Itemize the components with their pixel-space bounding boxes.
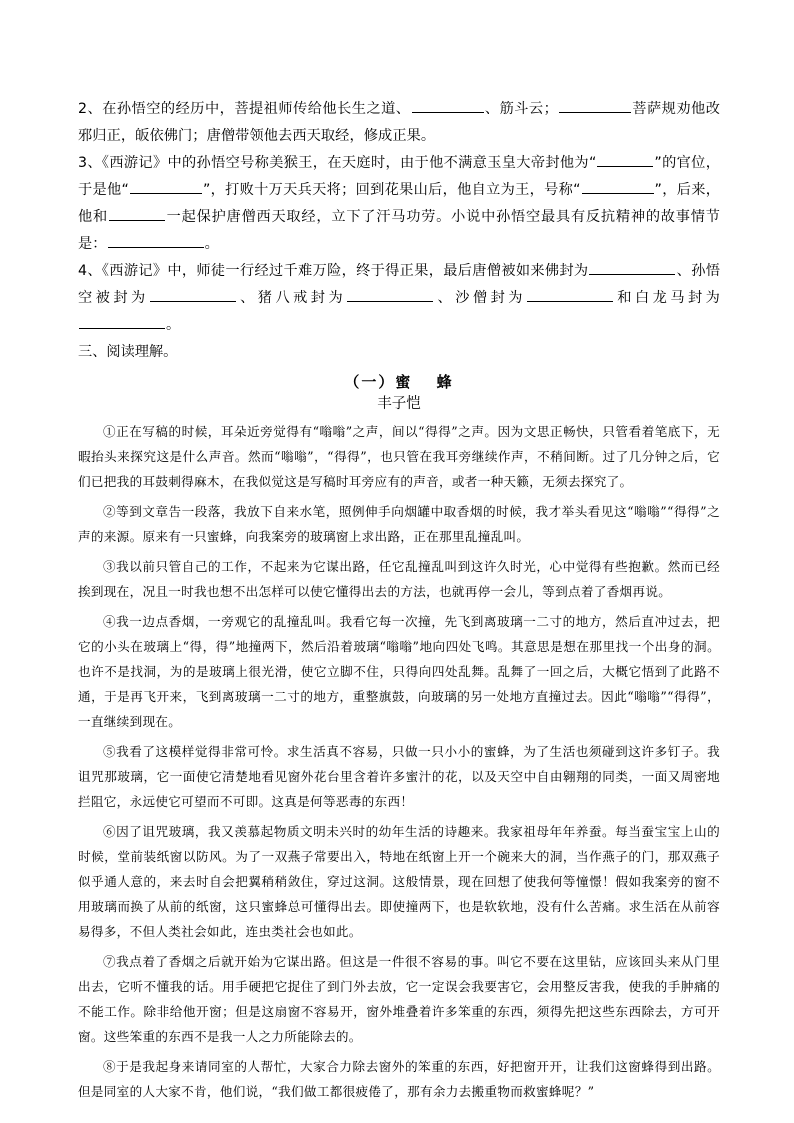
article-paragraph: ①正在写稿的时候，耳朵近旁觉得有“嗡嗡”之声，间以“得得”之声。因为文思正畅快，只管看着笔底下，无暇抬头来探究这是什么声音。然而“嗡嗡”，“得得”，也只管在我耳旁继续作声，不稍间断。过了几分钟之后，它们已把我的耳鼓刺得麻木，在我似觉这是写稿时耳旁应有的声音，或者一种天籁，无须去探究了。	[78, 424, 720, 489]
article-paragraph: ⑥因了诅咒玻璃，我又羡慕起物质文明未兴时的幼年生活的诗趣来。我家祖母年年养蚕。每当蚕宝宝上山的时候，堂前装纸窗以防风。为了一双燕子常要出入，特地在纸窗上开一个碗来大的洞，当作燕子的门，那双燕子似乎通人意的，来去时自会把翼稍稍敛住，穿过这洞。这般情景，现在回想了使我何等憧憬！假如我案旁的窗不用玻璃而换了从前的纸窗，这只蜜蜂总可懂得出去。即使撞两下，也是软软地，没有什么苦痛。求生活在从前容易得多，不但人类社会如此，连虫类社会也如此。	[78, 824, 720, 939]
answer-blank[interactable]	[412, 96, 484, 113]
question-2	[78, 96, 720, 150]
question-3-text-b: ”的官位，于是他“	[78, 155, 720, 198]
question-4-text-a: 4、《西游记》中，师徒一行经过千难万险，终于得正果，最后唐僧被如来佛封为	[78, 263, 589, 279]
question-3	[78, 150, 720, 258]
article-paragraph: ⑤我看了这模样觉得非常可怜。求生活真不容易，只做一只小小的蜜蜂，为了生活也须碰到这许多钉子。我诅咒那玻璃，它一面使它清楚地看见窗外花台里含着许多蜜汁的花，以及天空中自由翱翔的同类，一面又周密地拦阻它，永远使它可望而不可即。这真是何等恶毒的东西！	[78, 744, 720, 809]
question-4-text-d: 、沙僧封为	[434, 290, 526, 306]
question-4-text-b: 、孙悟空被封为	[78, 263, 720, 306]
answer-blank[interactable]	[150, 285, 236, 302]
question-3-text-f: 。	[204, 236, 219, 252]
question-4	[78, 258, 720, 339]
article-paragraph: ④我一边点香烟，一旁观它的乱撞乱叫。我看它每一次撞，先飞到离玻璃一二寸的地方，然后直冲过去，把它的小头在玻璃上“得，得”地撞两下，然后沿着玻璃“嗡嗡”地向四处飞鸣。其意思是想在那里找一个出身的洞。也许不是找洞，为的是玻璃上很光滑，使它立脚不住，只得向四处乱舞。乱舞了一回之后，大概它悟到了此路不通，于是再飞开来，飞到离玻璃一二寸的地方，重整旗鼓，向玻璃的另一处地方直撞过去。因此“嗡嗡”“得得”，一直继续到现在。	[78, 614, 720, 729]
answer-blank[interactable]	[597, 150, 653, 167]
answer-blank[interactable]	[130, 177, 202, 194]
section-heading: 三、阅读理解。	[78, 344, 178, 360]
document-page	[78, 96, 720, 1109]
article-paragraph: ⑦我点着了香烟之后就开始为它谋出路。但这是一件很不容易的事。叫它不要在这里钻，应该回头来从门里出去，它听不懂我的话。用手硬把它捉住了到门外去放，它一定误会我要害它，会用整反害我，使我的手肿痛的不能工作。除非给他开窗；但是这扇窗不容易开，窗外堆叠着许多笨重的东西，须得先把这些东西除去，方可开窗。这些笨重的东西不是我一人之力所能除去的。	[78, 954, 720, 1044]
article-title: （一）蜜 蜂	[344, 373, 454, 391]
question-3-text-d: ”，后来，他和	[78, 182, 720, 225]
answer-blank[interactable]	[527, 285, 613, 302]
question-4-text-f: 。	[166, 317, 181, 333]
article-paragraph: ⑧于是我起身来请同室的人帮忙，大家合力除去窗外的笨重的东西，好把窗开开，让我们这窗蜂得到出路。但是同室的人大家不肯，他们说，“我们做工都很疲倦了，那有余力去搬重物而救蜜蜂呢？”	[78, 1059, 720, 1099]
article-paragraph: ②等到文章告一段落，我放下自来水笔，照例伸手向烟罐中取香烟的时候，我才举头看见这“嗡嗡”“得得”之声的来源。原来有一只蜜蜂，向我案旁的玻璃窗上求出路，正在那里乱撞乱叫。	[78, 504, 720, 544]
question-4-text-c: 、猪八戒封为	[236, 290, 347, 306]
question-3-text-e: 一起保护唐僧西天取经，立下了汗马功劳。小说中孙悟空最具有反抗精神的故事情节是：	[78, 209, 721, 252]
answer-blank[interactable]	[79, 312, 165, 329]
question-2-text-a: 2、在孙悟空的经历中，菩提祖师传给他长生之道、	[78, 101, 411, 117]
answer-blank[interactable]	[589, 258, 675, 275]
answer-blank[interactable]	[582, 177, 654, 194]
question-4-text-e: 和白龙马封为	[613, 290, 720, 306]
answer-blank[interactable]	[559, 96, 631, 113]
answer-blank[interactable]	[109, 204, 165, 221]
answer-blank[interactable]	[108, 231, 204, 248]
article-author: 丰子恺	[377, 396, 421, 412]
question-3-text-a: 3、《西游记》中的孙悟空号称美猴王，在天庭时，由于他不满意玉皇大帝封他为“	[78, 155, 597, 171]
article-paragraph: ③我以前只管自己的工作，不起来为它谋出路，任它乱撞乱叫到这许久时光，心中觉得有些抱歉。然而已经挨到现在，况且一时我也想不出怎样可以使它懂得出去的方法，也就再停一会儿，等到点着了香烟再说。	[78, 559, 720, 599]
answer-blank[interactable]	[347, 285, 433, 302]
question-2-text-b: 、筋斗云；	[484, 101, 558, 117]
question-2-text-c: 菩萨规劝他改邪归正，皈依佛门；唐僧带领他去西天取经，修成正果。	[78, 101, 720, 144]
question-3-text-c: ”，打败十万天兵天将；回到花果山后，他自立为王，号称“	[202, 182, 581, 198]
